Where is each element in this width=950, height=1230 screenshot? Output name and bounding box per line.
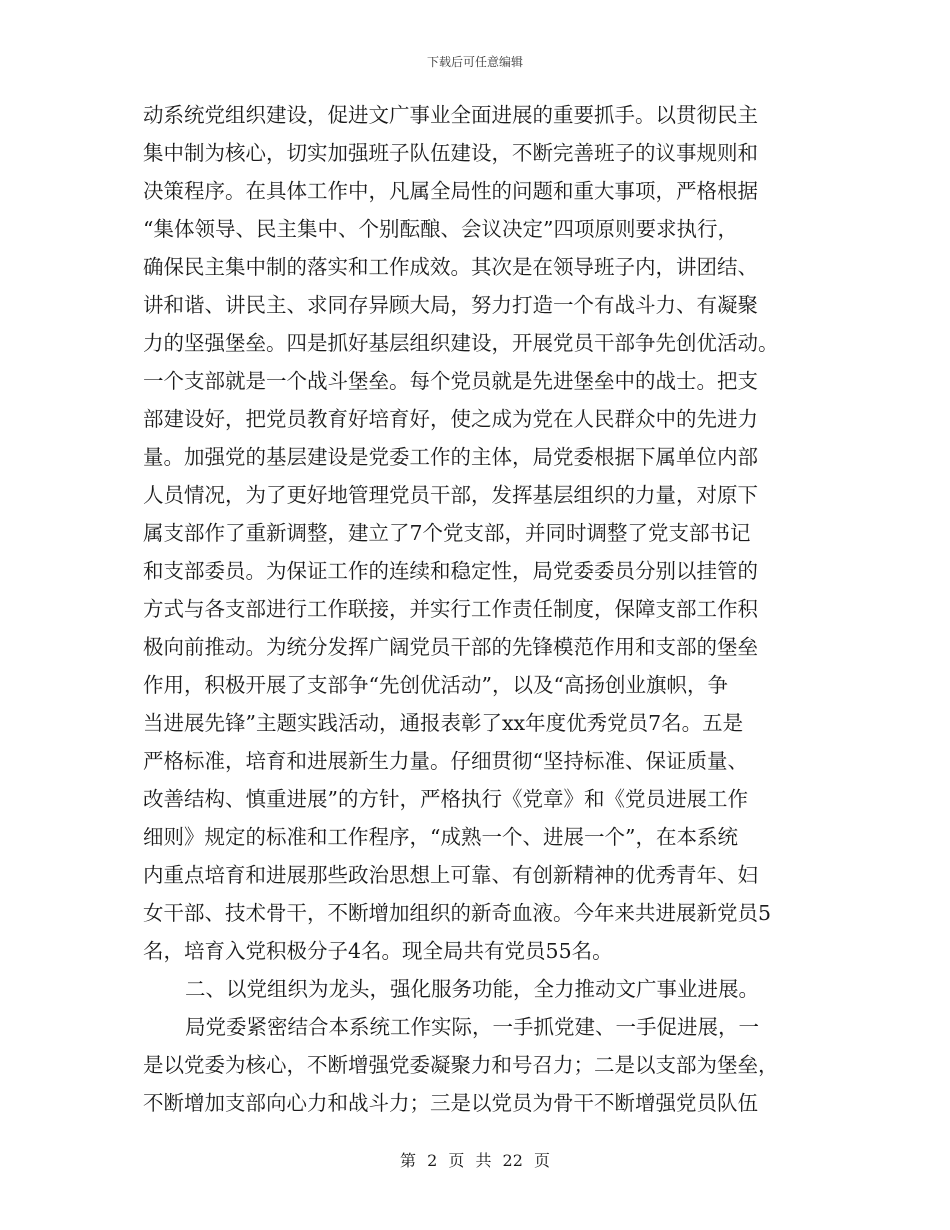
paragraph-line: 极向前推动。为统分发挥广阔党员干部的先锋模范作用和支部的堡垒 — [143, 635, 758, 659]
paragraph-line: 严格标准，培育和进展新生力量。仔细贯彻“坚持标准、保证质量、 — [143, 749, 748, 773]
paragraph-line: 细则》规定的标准和工作程序，“成熟一个、进展一个”，在本系统 — [143, 825, 738, 849]
paragraph-line: 讲和谐、讲民主、求同存异顾大局，努力打造一个有战斗力、有凝聚 — [143, 293, 758, 317]
paragraph-line: 女干部、技术骨干，不断增加组织的新奇血液。今年来共进展新党员5 — [143, 901, 772, 925]
paragraph-line: 部建设好，把党员教育好培育好，使之成为党在人民群众中的先进力 — [143, 407, 758, 431]
paragraph-line: 决策程序。在具体工作中，凡属全局性的问题和重大事项，严格根据 — [143, 179, 758, 203]
paragraph-line: 和支部委员。为保证工作的连续和稳定性，局党委委员分别以挂管的 — [143, 559, 758, 583]
paragraph-line: 力的坚强堡垒。四是抓好基层组织建设，开展党员干部争先创优活动。 — [143, 331, 779, 355]
page-number: 第 2 页 共 22 页 — [400, 1151, 550, 1170]
paragraph-line: 集中制为核心，切实加强班子队伍建设，不断完善班子的议事规则和 — [143, 141, 758, 165]
paragraph-line: 内重点培育和进展那些政治思想上可靠、有创新精神的优秀青年、妇 — [143, 863, 758, 887]
page-header: 下载后可任意编辑 — [426, 55, 523, 69]
paragraph-line: 作用，积极开展了支部争“先创优活动”，以及“高扬创业旗帜，争 — [143, 673, 728, 697]
paragraph-line: 改善结构、慎重进展”的方针，严格执行《党章》和《党员进展工作 — [143, 787, 748, 811]
paragraph-line: 名，培育入党积极分子4名。现全局共有党员55名。 — [143, 939, 613, 963]
paragraph-line: 一个支部就是一个战斗堡垒。每个党员就是先进堡垒中的战士。把支 — [143, 369, 758, 393]
paragraph-line: 人员情况，为了更好地管理党员干部，发挥基层组织的力量，对原下 — [143, 483, 758, 507]
paragraph-line: 当进展先锋”主题实践活动，通报表彰了xx年度优秀党员7名。五是 — [143, 711, 744, 735]
paragraph-line: 量。加强党的基层建设是党委工作的主体，局党委根据下属单位内部 — [143, 445, 758, 469]
paragraph-line: 二、以党组织为龙头，强化服务功能，全力推动文广事业进展。 — [185, 977, 759, 1001]
document-body — [143, 96, 807, 1122]
paragraph-line: 确保民主集中制的落实和工作成效。其次是在领导班子内，讲团结、 — [143, 255, 758, 279]
paragraph-line: 是以党委为核心，不断增强党委凝聚力和号召力；二是以支部为堡垒， — [143, 1053, 779, 1077]
paragraph-line: 局党委紧密结合本系统工作实际，一手抓党建、一手促进展，一 — [185, 1015, 759, 1039]
paragraph-line: 属支部作了重新调整，建立了7个党支部，并同时调整了党支部书记 — [143, 521, 751, 545]
paragraph-line: 动系统党组织建设，促进文广事业全面进展的重要抓手。以贯彻民主 — [143, 103, 758, 127]
paragraph-line: 不断增加支部向心力和战斗力；三是以党员为骨干不断增强党员队伍 — [143, 1091, 758, 1115]
paragraph-line: “集体领导、民主集中、个别酝酿、会议决定”四项原则要求执行， — [143, 217, 738, 241]
paragraph-line: 方式与各支部进行工作联接，并实行工作责任制度，保障支部工作积 — [143, 597, 758, 621]
